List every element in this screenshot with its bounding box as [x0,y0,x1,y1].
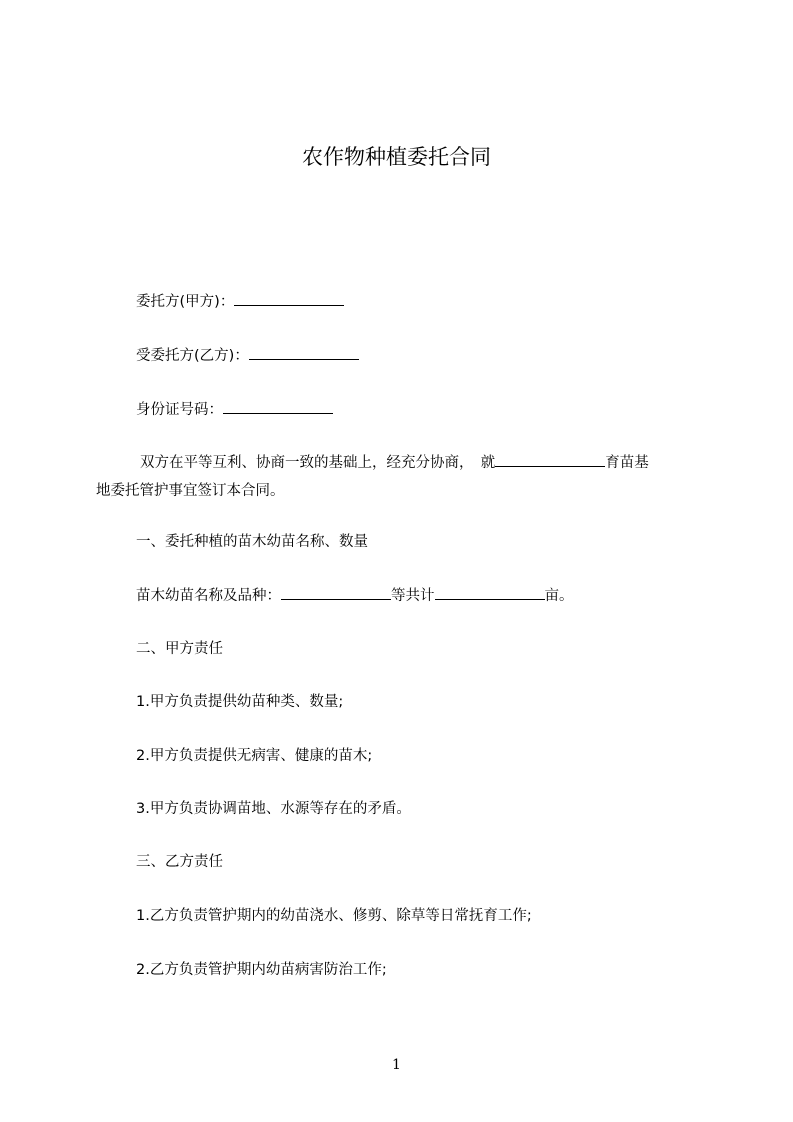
section2-item: 2.甲方负责提供无病害、健康的苗木; [136,748,373,764]
section2-item: 3.甲方负责协调苗地、水源等存在的矛盾。 [136,801,411,817]
seedling-name-line [136,585,574,606]
section1-heading: 一、委托种植的苗木幼苗名称、数量 [136,534,368,550]
section3-heading: 三、乙方责任 [136,854,223,870]
id-number-line [136,399,333,420]
area-blank [435,585,545,600]
section2-item: 1.甲方负责提供幼苗种类、数量; [136,694,344,710]
section2-heading: 二、甲方责任 [136,641,223,657]
id-number-label: 身份证号码： [136,402,223,418]
document-title: 农作物种植委托合同 [302,145,491,169]
nursery-name-blank [495,452,605,467]
intro-paragraph-line1 [140,452,649,473]
section3-item: 1.乙方负责管护期内的幼苗浇水、修剪、除草等日常抚育工作; [136,908,532,924]
intro-paragraph-line2: 地委托管护事宜签订本合同。 [96,483,285,499]
intro-text-part2: 育苗基 [605,455,649,471]
intro-text-part1: 双方在平等互利、协商一致的基础上，经充分协商， 就 [140,455,496,471]
party-a-label: 委托方(甲方)： [136,294,235,310]
area-unit: 亩。 [544,588,574,604]
party-b-label: 受委托方(乙方)： [136,348,249,364]
party-a-blank [234,291,344,306]
section3-item: 2.乙方负责管护期内幼苗病害防治工作; [136,962,387,978]
page-number: 1 [392,1057,401,1073]
seedling-name-label: 苗木幼苗名称及品种： [136,588,281,604]
id-number-blank [223,399,333,414]
party-a-line [136,291,344,312]
party-b-blank [249,345,359,360]
party-b-line [136,345,359,366]
seedling-name-blank [281,585,391,600]
seedling-total-label: 等共计 [391,588,435,604]
